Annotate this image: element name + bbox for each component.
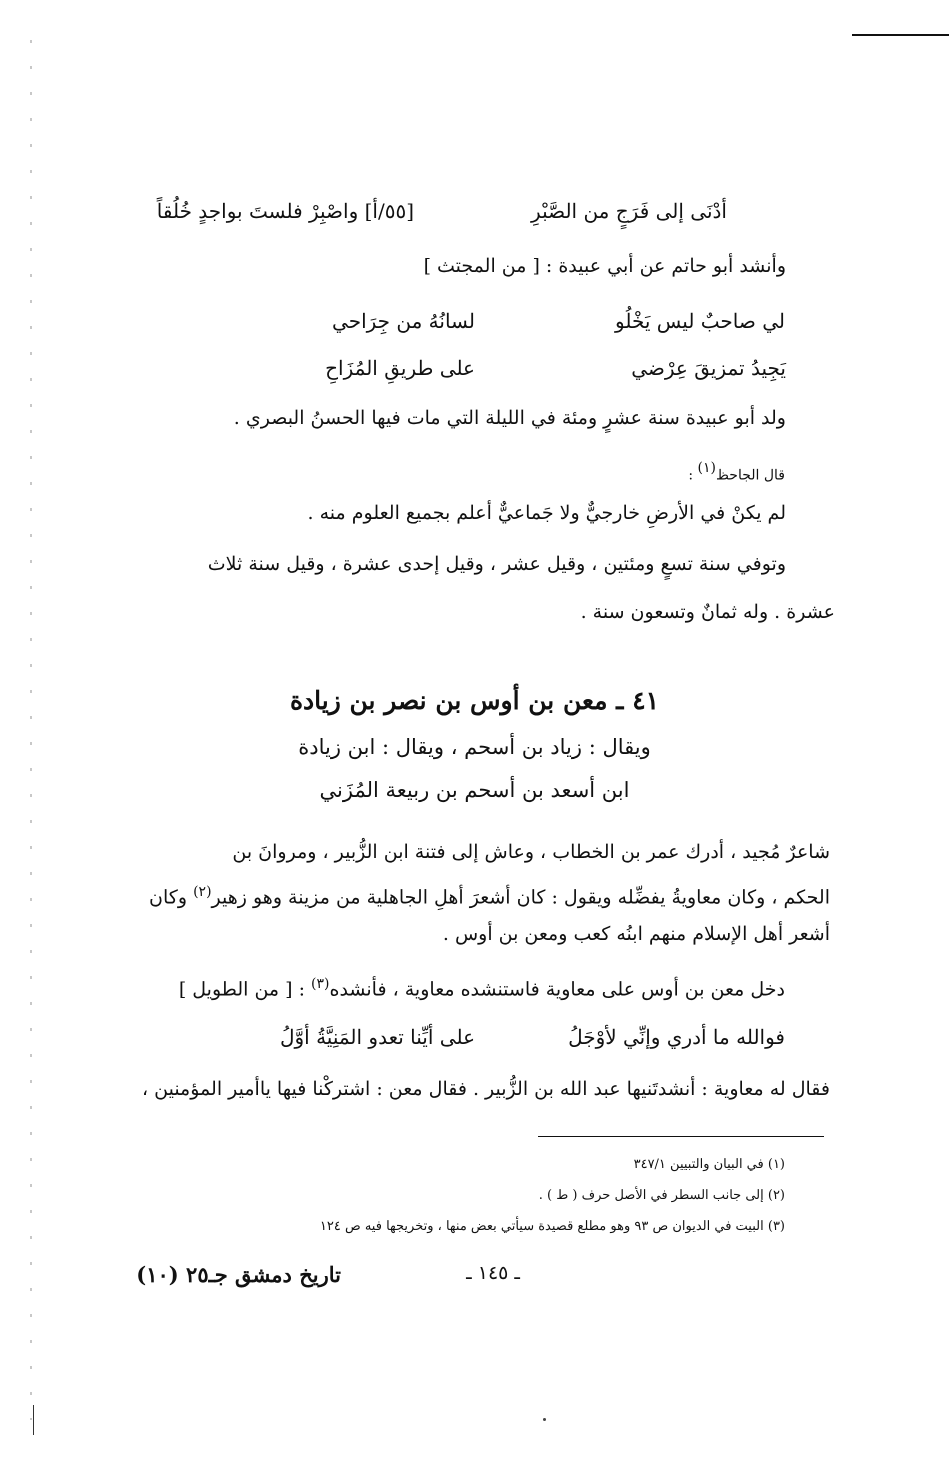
bio-line-1: شاعرٌ مُجيد ، أدرك عمر بن الخطاب ، وعاش إلى فتنة ابن الزُّبير ، ومروانَ بن [232, 841, 830, 863]
entry-subtitle-1: ويقال : زياد بن أسحم ، ويقال : ابن زيادة [298, 735, 651, 759]
final-line: فقال له معاوية : أنشدتَنيها عبد الله بن الزُّبير . فقال معن : اشتركْنا فيها ياأمير المؤمنين ، [141, 1078, 830, 1100]
verse-3-second-hemistich: على طريقِ المُزَاحِ [325, 356, 475, 380]
jahiz-quote: لم يكنْ في الأرضِ خارجيٌّ ولا جَماعيٌّ أعلم بجميع العلوم منه . [307, 502, 786, 524]
verse-2-second-hemistich: لسانُهُ من جِرَاحي [332, 309, 475, 333]
verse-4-second-hemistich: على أيِّنا تعدو المَنِيَّةُ أوَّلُ [279, 1025, 475, 1049]
page-number: ـ ١٤٥ ـ [466, 1262, 520, 1284]
footnote-separator [538, 1136, 824, 1137]
bio-footnote-ref: (٢) [193, 884, 212, 900]
jahiz-label-colon: : [688, 467, 698, 484]
recitation-intro: وأنشد أبو حاتم عن أبي عبيدة : [ من المجتث ] [423, 255, 786, 277]
bio-line-2-end: وكان [149, 886, 194, 909]
jahiz-label: قال الجاحظ [716, 467, 785, 484]
running-footer: تاريخ دمشق جـ٢٥ (١٠) [136, 1262, 341, 1287]
entry-footnote-ref: (٣) [311, 976, 330, 992]
bio-line-2 [149, 878, 830, 911]
entry-subtitle-2: ابن أسعد بن أسحم بن ربيعة المُزَني [319, 778, 630, 802]
birth-note: ولد أبو عبيدة سنة عشرٍ ومئة في الليلة التي مات فيها الحسنُ البصري . [233, 407, 786, 429]
entry-recitation-text: دخل معن بن أوس على معاوية فاستنشده معاوية ، فأنشده [329, 978, 785, 1001]
entry-title: ٤١ ـ معن بن أوس بن نصر بن زيادة [289, 686, 660, 715]
entry-recitation-meter: : [ من الطويل ] [178, 978, 312, 1001]
bio-line-3: أشعر أهل الإسلام منهم ابنُه كعب ومعن بن أوس . [442, 923, 830, 945]
verse-1-second-hemistich: أدْنَى إلى فَرَجٍ من الصَّبْرِ [531, 199, 727, 223]
jahiz-attribution [688, 454, 785, 489]
verse-2-first-hemistich: لي صاحبٌ ليس يَخْلُو [615, 309, 785, 333]
footnote-1: (١) في البيان والتبيين ٣٤٧/١ [633, 1157, 785, 1172]
jahiz-footnote-ref: (١) [697, 460, 717, 476]
death-line-1: وتوفي سنة تسعٍ ومئتين ، وقيل عشر ، وقيل إحدى عشرة ، وقيل سنة ثلاث [207, 553, 786, 575]
verse-3-first-hemistich: يَجِيدُ تمزيقَ عِرْضي [631, 356, 786, 380]
bio-line-2-text: الحكم ، وكان معاويةُ يفضِّله ويقول : كان أشعرَ أهلِ الجاهلية من مزينة وهو زهير [211, 886, 830, 909]
footnote-3: (٣) البيت في الديوان ص ٩٣ وهو مطلع قصيدة سيأتي بعض منها ، وتخريجها فيه ص ١٢٤ [319, 1219, 785, 1234]
death-line-2: عشرة . وله ثمانٌ وتسعون سنة . [580, 601, 835, 623]
footnote-2: (٢) إلى جانب السطر في الأصل حرف ( ط ) . [538, 1188, 785, 1203]
verse-1-first-hemistich: [٥٥/أ] واصْبِرْ فلستَ بواجدٍ خُلُقاً [156, 199, 414, 223]
verse-4-first-hemistich: فوالله ما أدري وإنِّي لأوْجَلُ [568, 1025, 785, 1049]
entry-recitation-line [179, 970, 785, 1003]
